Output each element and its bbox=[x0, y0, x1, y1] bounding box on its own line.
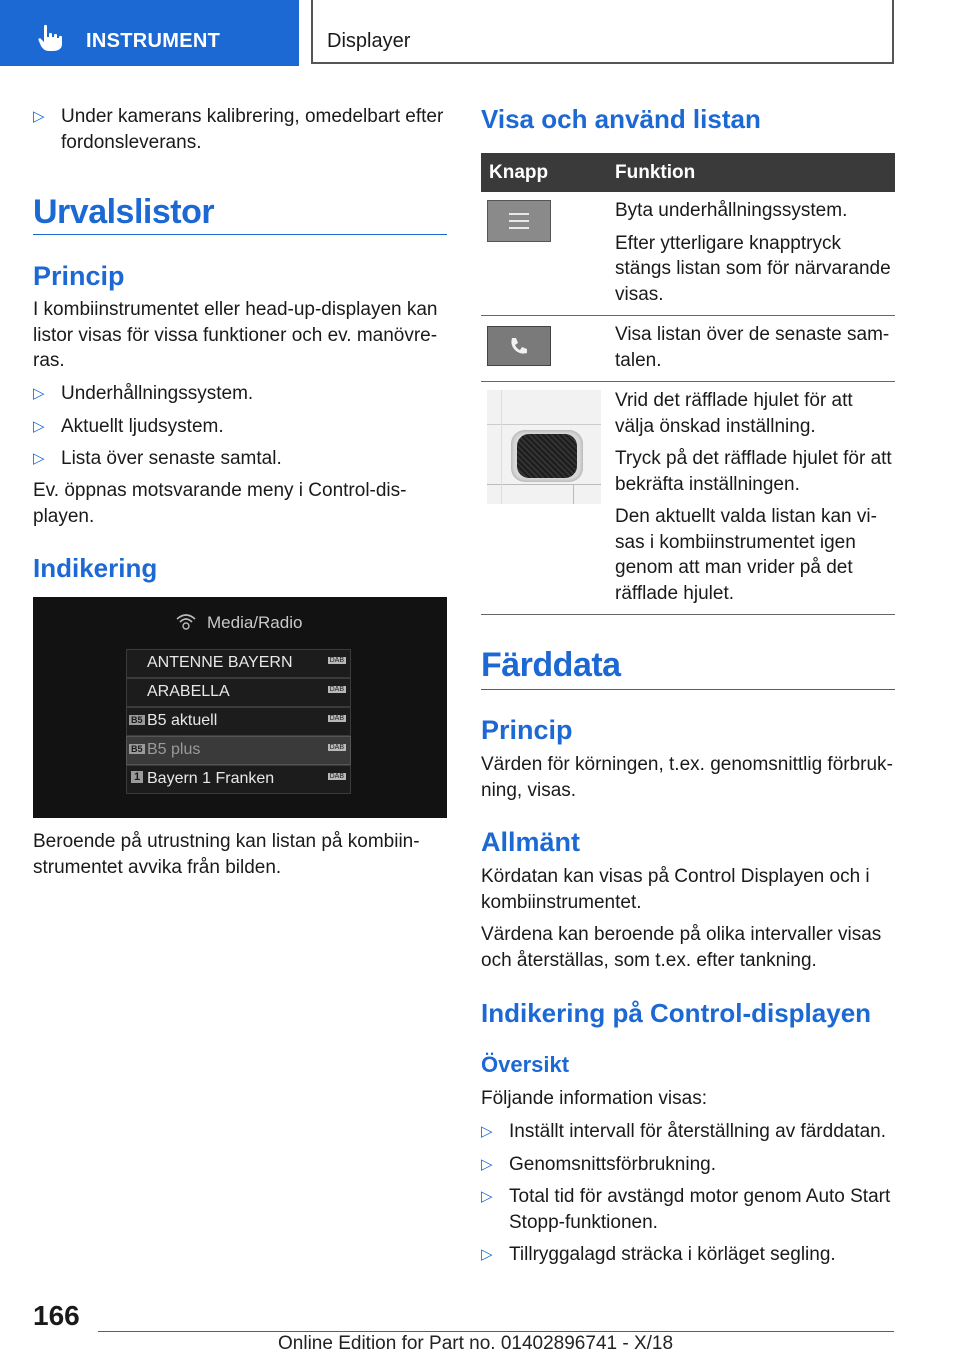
list-item: ▷ Inställt intervall för återställning av färddatan. bbox=[481, 1119, 895, 1145]
chapter-label: Displayer bbox=[327, 30, 411, 52]
table-row: Visa listan över de senaste samtalen. bbox=[481, 316, 895, 382]
heading-rule bbox=[33, 234, 447, 235]
table-header-knapp: Knapp bbox=[481, 153, 607, 192]
triangle-bullet-icon: ▷ bbox=[481, 1155, 493, 1173]
bullet-list bbox=[481, 1119, 895, 1268]
list-item: ▷ Genomsnittsförbrukning. bbox=[481, 1152, 895, 1178]
oversikt-body: Följande information visas: bbox=[481, 1088, 707, 1109]
allmant-heading: Allmänt bbox=[481, 827, 581, 857]
pointing-hand-icon bbox=[38, 24, 64, 52]
princip-body: I kombiinstrumentet eller head-up-displayen kan listor visas för vissa funktioner och ev. manövreras. bbox=[33, 299, 438, 371]
knurled-wheel-icon bbox=[517, 434, 577, 478]
list-item: ▷ Total tid för avstängd motor genom Auto Start Stopp-funktionen. bbox=[481, 1186, 891, 1233]
list-item: ▷ Aktuellt ljudsystem. bbox=[33, 414, 447, 440]
display-screenshot bbox=[33, 597, 447, 818]
section-heading: Urvalslistor bbox=[33, 193, 215, 231]
controller-knob-image[interactable] bbox=[487, 390, 601, 504]
princip-heading: Princip bbox=[33, 261, 125, 291]
dab-badge: DAB bbox=[329, 773, 344, 780]
list-menu-button[interactable] bbox=[487, 200, 551, 242]
left-column bbox=[33, 104, 447, 155]
dab-badge: DAB bbox=[329, 715, 344, 722]
list-item: ▷ Underhållningssystem. bbox=[33, 381, 447, 407]
station-logo-icon: B5 bbox=[131, 715, 143, 725]
button-function-table bbox=[481, 153, 895, 615]
list-item: ▷ Under kamerans kalibrering, omedelbart efter fordonsleverans. bbox=[33, 106, 444, 153]
chapter-tab[interactable] bbox=[311, 0, 894, 64]
station-logo-icon: 1 bbox=[131, 771, 143, 783]
dab-badge: DAB bbox=[329, 744, 344, 751]
list-item-selected: B5 B5 plus DAB bbox=[126, 736, 351, 765]
after-text: Ev. öppnas motsvarande meny i Control-displayen. bbox=[33, 480, 407, 527]
triangle-bullet-icon: ▷ bbox=[33, 108, 45, 125]
media-radio-icon bbox=[175, 613, 197, 631]
section-tab[interactable] bbox=[0, 0, 299, 66]
list-item: ▷ Lista över senaste samtal. bbox=[33, 446, 447, 472]
table-header-funktion: Funktion bbox=[607, 153, 895, 192]
dab-badge: DAB bbox=[329, 686, 344, 693]
triangle-bullet-icon: ▷ bbox=[481, 1188, 493, 1205]
section-label: INSTRUMENT bbox=[86, 30, 221, 52]
bullet-list bbox=[33, 381, 447, 472]
dab-badge: DAB bbox=[329, 657, 344, 664]
oversikt-heading: Översikt bbox=[481, 1052, 570, 1077]
allmant-body: Kördatan kan visas på Control Displayen och i kombiinstrumentet. Värdena kan beroende på olika intervaller visas och återställas, som t.ex. efter tankning. bbox=[481, 866, 882, 971]
triangle-bullet-icon: ▷ bbox=[33, 385, 45, 402]
princip-heading: Princip bbox=[481, 715, 573, 745]
edition-text: Online Edition for Part no. 01402896741 - X/18 bbox=[278, 1333, 674, 1354]
list-item: 1 Bayern 1 Franken DAB bbox=[126, 765, 351, 794]
phone-icon bbox=[508, 335, 530, 357]
triangle-bullet-icon: ▷ bbox=[481, 1123, 493, 1140]
heading-rule bbox=[481, 689, 895, 690]
indikering-heading: Indikering bbox=[33, 553, 158, 583]
section-heading: Färddata bbox=[481, 646, 621, 684]
indikering-heading: Indikering på Control-displayen bbox=[481, 998, 872, 1028]
princip-body: Värden för körningen, t.ex. genomsnittlig förbrukning, visas. bbox=[481, 754, 893, 801]
triangle-bullet-icon: ▷ bbox=[481, 1246, 493, 1263]
list-item: ANTENNE BAYERN DAB bbox=[126, 649, 351, 678]
triangle-bullet-icon: ▷ bbox=[33, 450, 45, 467]
footer-rule bbox=[98, 1331, 894, 1332]
table-row: Byta underhållningssystem. Efter ytterligare knapptryck stängs listan som för närvarande visas. bbox=[481, 192, 895, 316]
list-item: ARABELLA DAB bbox=[126, 678, 351, 707]
table-row: Vrid det räfflade hjulet för att välja önskad inställning. Tryck på det räfflade hjulet för att bekräfta inställningen. Den aktuellt valda listan kan visas i kombiinstrumentet igen genom att man vrider på det räfflade hjulet. bbox=[481, 382, 895, 615]
list-item: B5 B5 aktuell DAB bbox=[126, 707, 351, 736]
triangle-bullet-icon: ▷ bbox=[33, 417, 45, 435]
visa-heading: Visa och använd listan bbox=[481, 104, 761, 134]
list-item: ▷ Tillryggalagd sträcka i körläget segling. bbox=[481, 1242, 895, 1268]
screen-title: Media/Radio bbox=[207, 613, 303, 632]
list-icon bbox=[505, 211, 533, 231]
caption: Beroende på utrustning kan listan på kombiinstrumentet avvika från bilden. bbox=[33, 831, 420, 878]
phone-button[interactable] bbox=[487, 326, 551, 366]
page-number: 166 bbox=[33, 1300, 80, 1331]
station-logo-icon: B5 bbox=[131, 744, 143, 754]
